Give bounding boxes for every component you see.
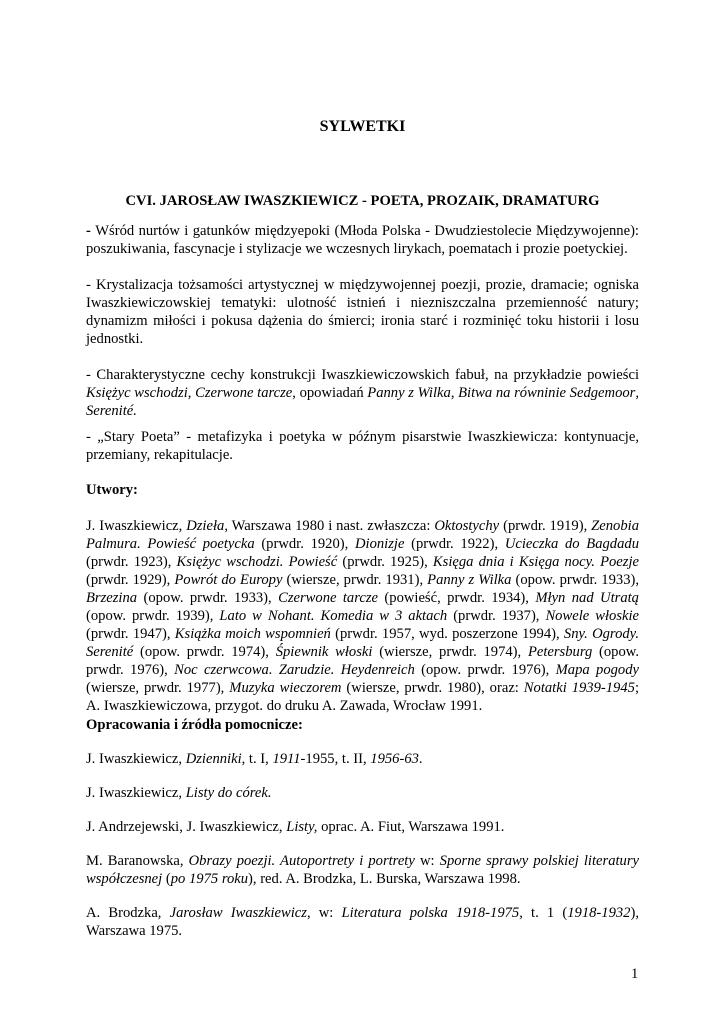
italic-title: Książka moich wspomnień	[174, 626, 331, 642]
italic-title: Oktostychy	[434, 518, 500, 534]
italic-title: Muzyka wieczorem	[229, 680, 342, 696]
italic-title: Powrót do Europy	[174, 572, 283, 588]
italic-title: 1956-63	[370, 751, 419, 767]
document-title: SYLWETKI	[319, 118, 406, 135]
italic-title: Czerwone tarcze	[278, 590, 378, 606]
point-paragraph: - Krystalizacja tożsamości artystycznej w międzywojennej poezji, prozie, dramacie; ogniska Iwaszkiewiczowskiej tematyki: ulotność istnień i niezniszczalna przemienność natury; dynamizm miłości i pokusa dążenia do śmierci; ironia starć i rozminięć toku historii i losu jednostki.	[86, 277, 639, 347]
italic-title: Dzienniki	[185, 751, 242, 767]
source-entry: J. Iwaszkiewicz, Dzienniki, t. I, 1911-1955, t. II, 1956-63.	[86, 751, 423, 767]
italic-title: Młyn nad Utratą	[535, 590, 639, 606]
source-entry: M. Baranowska, Obrazy poezji. Autoportrety i portrety w: Sporne sprawy polskiej literatury współczesnej (po 1975 roku), red. A. Brodzka, L. Burska, Warszawa 1998.	[86, 853, 639, 887]
page-number: 1	[631, 966, 639, 982]
italic-title: Listy,	[286, 819, 318, 835]
italic-title: Dionizje	[354, 536, 405, 552]
source-entry: J. Iwaszkiewicz, Listy do córek.	[86, 785, 272, 801]
italic-title: 1911	[272, 751, 301, 767]
italic-title: Notatki 1939-1945	[523, 680, 635, 696]
italic-title: Listy do córek.	[185, 785, 272, 801]
italic-title: Ucieczka do Bagdadu	[504, 536, 639, 552]
works-paragraph: J. Iwaszkiewicz, Dzieła, Warszawa 1980 i nast. zwłaszcza: Oktostychy (prwdr. 1919), Zenobia Palmura. Powieść poetycka (prwdr. 1920), Dionizje (prwdr. 1922), Ucieczka do Bagdadu (prwdr. 1923), Księżyc wschodzi. Powieść (prwdr. 1925), Księga dnia i Księga nocy. Poezje (prwdr. 1929), Powrót do Europy (wiersze, prwdr. 1931), Panny z Wilka (opow. prwdr. 1933), Brzezina (opow. prwdr. 1933), Czerwone tarcze (powieść, prwdr. 1934), Młyn nad Utratą (opow. prwdr. 1939), Lato w Nohant. Komedia w 3 aktach (prwdr. 1937), Nowele włoskie (prwdr. 1947), Książka moich wspomnień (prwdr. 1957, wyd. poszerzone 1994), Sny. Ogrody. Serenité (opow. prwdr. 1974), Śpiewnik włoski (wiersze, prwdr. 1974), Petersburg (opow. prwdr. 1976), Noc czerwcowa. Zarudzie. Heydenreich (opow. prwdr. 1976), Mapa pogody (wiersze, prwdr. 1977), Muzyka wieczorem (wiersze, prwdr. 1980), oraz: Notatki 1939-1945; A. Iwaszkiewiczowa, przygot. do druku A. Zawada, Wrocław 1991.	[86, 518, 640, 714]
italic-title: Lato w Nohant. Komedia w 3 aktach	[219, 608, 448, 624]
italic-title: Literatura polska 1918-1975	[341, 905, 520, 921]
works-heading: Utwory:	[86, 482, 138, 498]
italic-title: Sporne sprawy polskiej literatury współczesnej	[86, 853, 639, 887]
italic-title: Serenité.	[86, 403, 137, 419]
point-paragraph: - „Stary Poeta” - metafizyka i poetyka w późnym pisarstwie Iwaszkiewicza: kontynuacje, przemiany, rekapitulacje.	[86, 429, 639, 463]
bold-marker: -	[86, 223, 96, 239]
italic-title: Księga dnia i Księga nocy. Poezje	[432, 554, 639, 570]
italic-title: Panny z Wilka	[367, 385, 451, 401]
italic-title: Czerwone tarcze	[195, 385, 293, 401]
italic-title: Panny z Wilka	[427, 572, 512, 588]
sources-heading: Opracowania i źródła pomocnicze:	[86, 717, 303, 733]
point-paragraph: - Charakterystyczne cechy konstrukcji Iwaszkiewiczowskich fabuł, na przykładzie powieści Księżyc wschodzi, Czerwone tarcze, opowiadań Panny z Wilka, Bitwa na równinie Sedgemoor, Serenité.	[86, 367, 639, 419]
italic-title: Noc czerwcowa. Zarudzie. Heydenreich	[174, 662, 415, 678]
italic-title: Księżyc wschodzi	[86, 385, 188, 401]
chapter-heading: CVI. JAROSŁAW IWASZKIEWICZ - POETA, PROZAIK, DRAMATURG	[125, 193, 600, 209]
italic-title: Śpiewnik włoski	[275, 644, 373, 660]
italic-title: po 1975 roku	[170, 871, 249, 887]
italic-title: Bitwa na równinie Sedgemoor	[458, 385, 636, 401]
italic-title: Jarosław Iwaszkiewicz	[169, 905, 307, 921]
italic-title: Księżyc wschodzi. Powieść	[176, 554, 338, 570]
italic-title: Petersburg	[527, 644, 593, 660]
italic-title: Nowele włoskie	[545, 608, 640, 624]
source-entry: A. Brodzka, Jarosław Iwaszkiewicz, w: Literatura polska 1918-1975, t. 1 (1918-1932), Warszawa 1975.	[86, 905, 639, 939]
italic-title: Brzezina	[86, 590, 138, 606]
italic-title: Zenobia Palmura. Powieść poetycka	[86, 518, 639, 552]
italic-title: Obrazy poezji. Autoportrety i portrety	[188, 853, 415, 869]
source-entry: J. Andrzejewski, J. Iwaszkiewicz, Listy, oprac. A. Fiut, Warszawa 1991.	[86, 819, 505, 835]
italic-title: Dzieła	[186, 518, 225, 534]
italic-title: Sny. Ogrody. Serenité	[86, 626, 639, 660]
italic-title: 1918-1932	[567, 905, 631, 921]
point-paragraph: - Wśród nurtów i gatunków międzyepoki (Młoda Polska - Dwudziestolecie Międzywojenne): poszukiwania, fascynacje i stylizacje we wczesnych lirykach, poematach i prozie poetyckiej.	[86, 223, 639, 257]
italic-title: Mapa pogody	[555, 662, 639, 678]
